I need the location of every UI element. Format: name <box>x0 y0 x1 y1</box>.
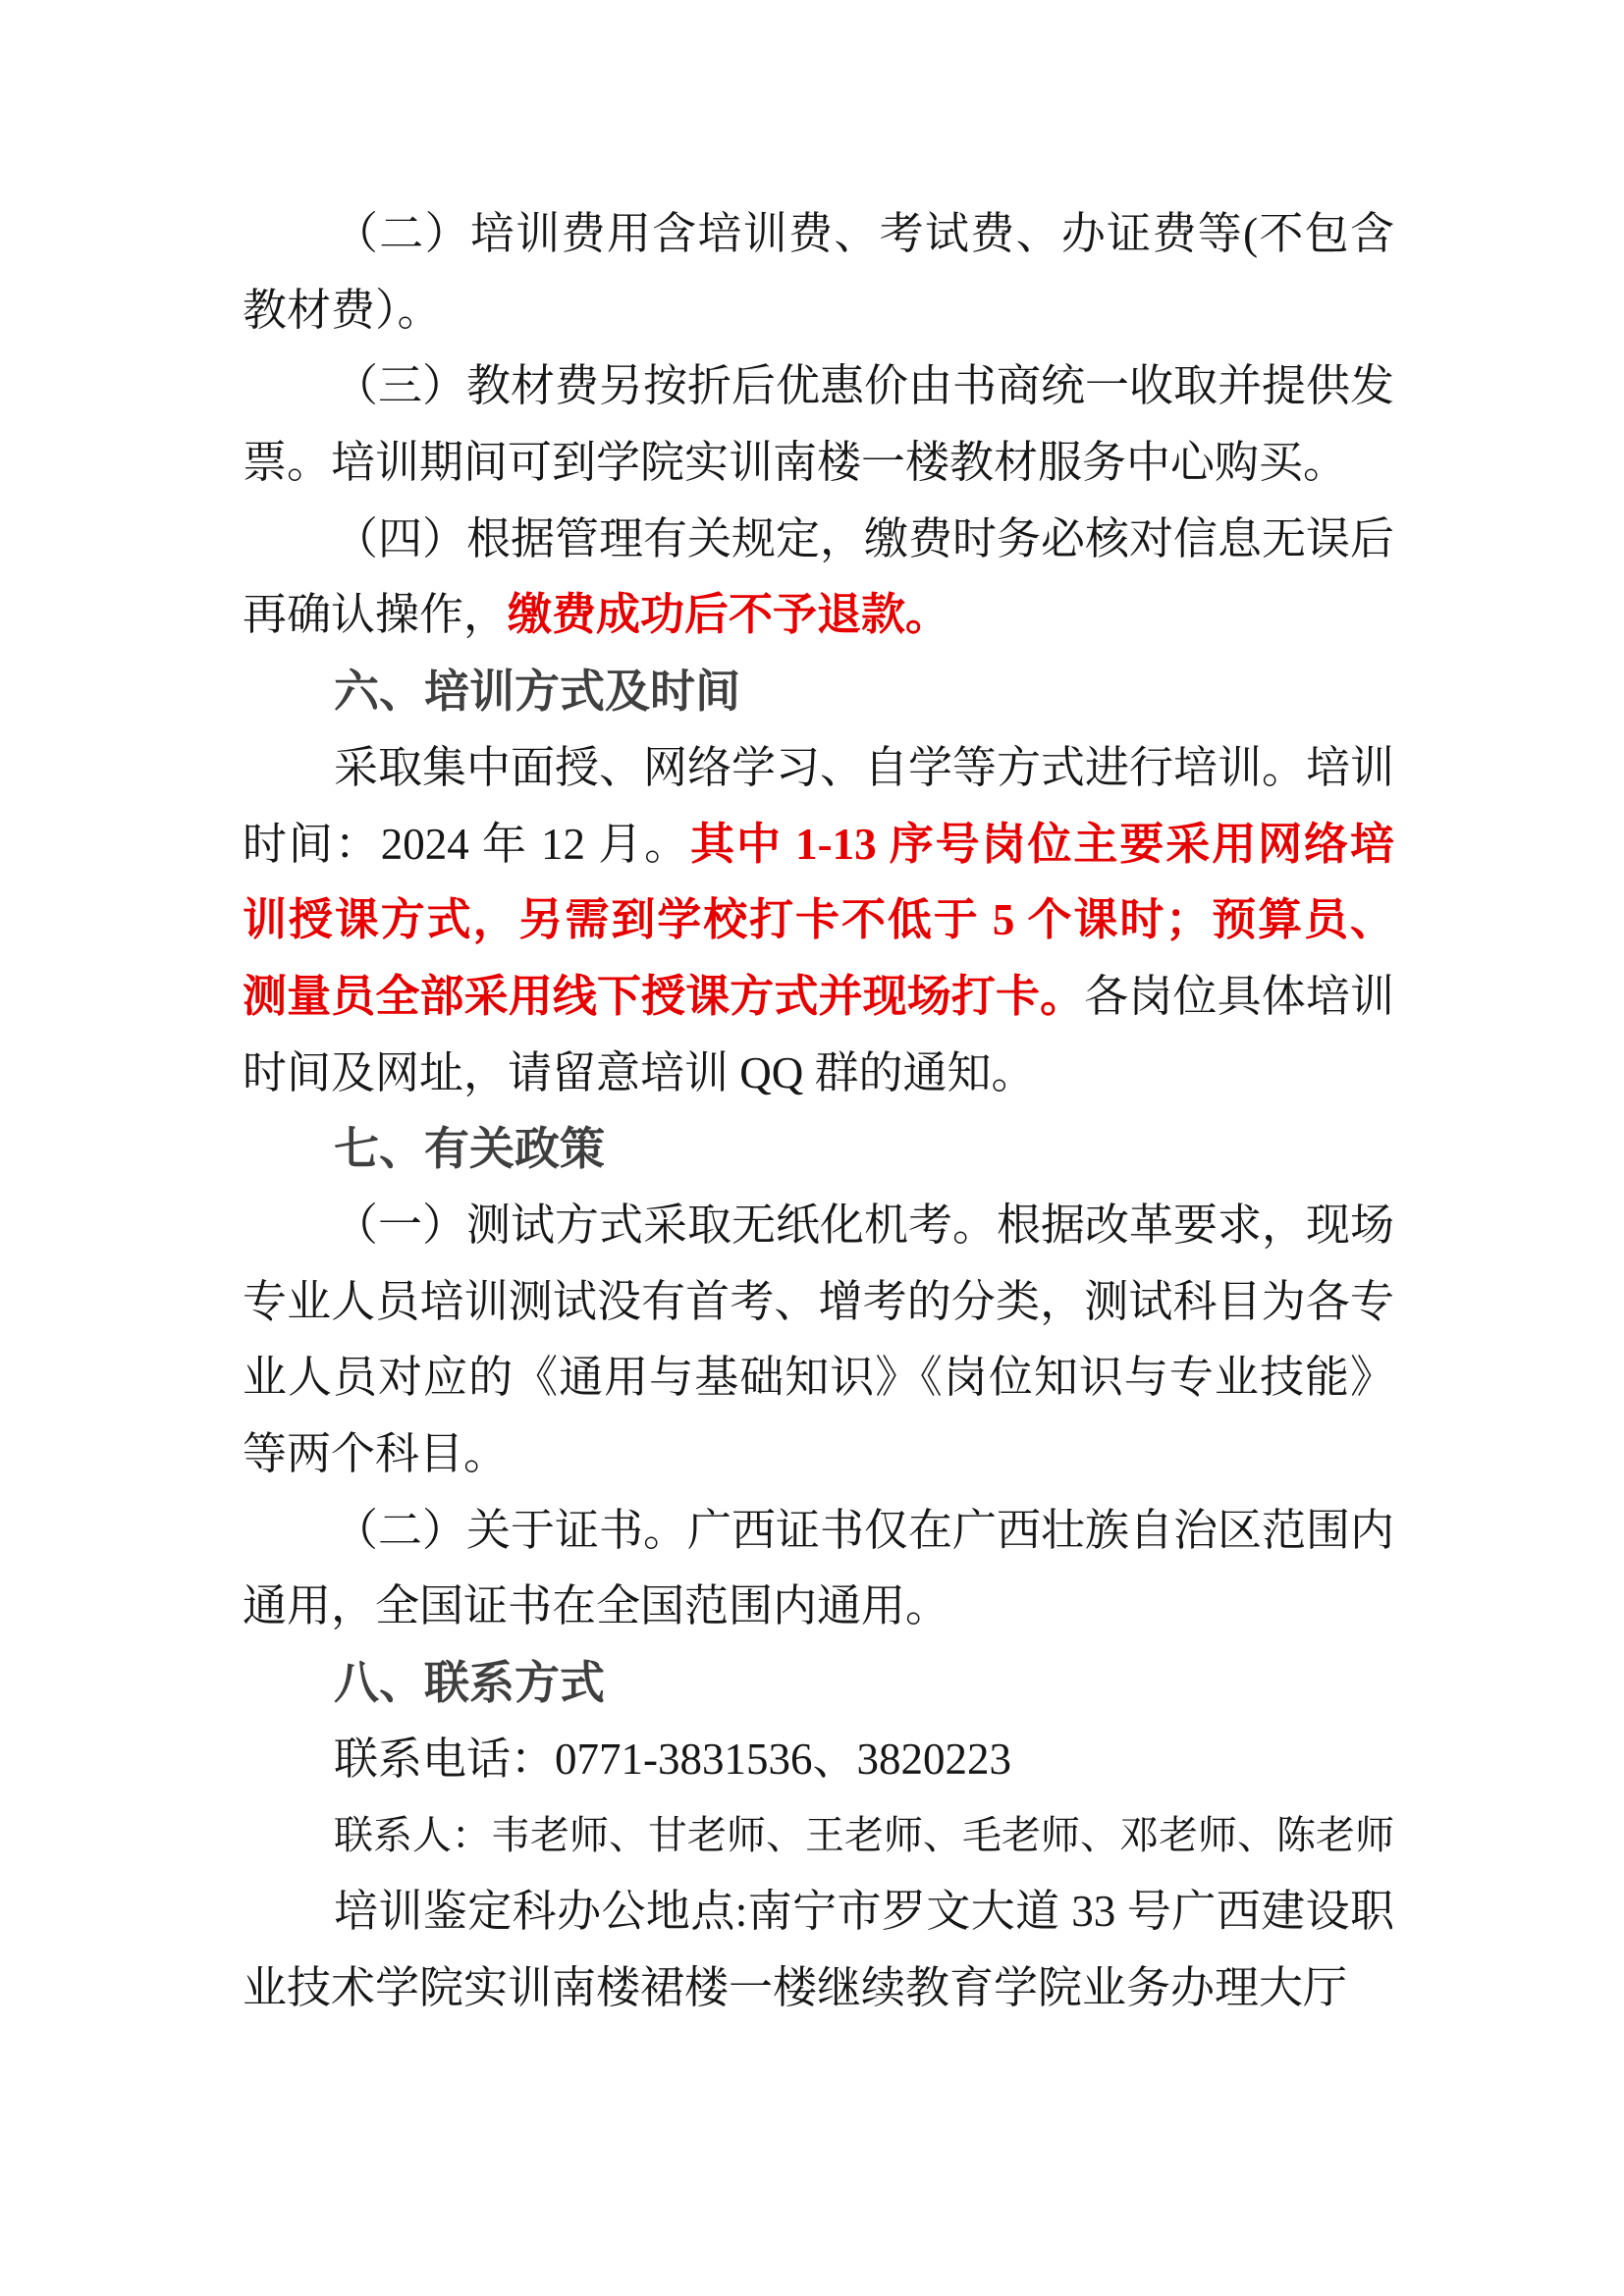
text-segment: 再确认操作， <box>243 590 509 640</box>
text-line <box>243 730 1394 807</box>
text-segment: （二）关于证书。广西证书仅在广西壮族自治区范围内 <box>334 1505 1395 1555</box>
text-line <box>243 425 1394 502</box>
text-segment: 业人员对应的《通用与基础知识》《岗位知识与专业技能》 <box>243 1353 1394 1403</box>
text-line <box>243 1950 1394 2027</box>
text-segment: 时间：2024 年 12 月。 <box>243 819 691 869</box>
text-segment: 各岗位具体培训 <box>1084 971 1394 1021</box>
text-segment: 联系电话：0771-3831536、3820223 <box>334 1734 1011 1784</box>
text-segment: 八、联系方式 <box>334 1657 605 1709</box>
text-line <box>243 1722 1394 1798</box>
text-segment: 联系人：韦老师、甘老师、王老师、毛老师、邓老师、陈老师 <box>334 1813 1394 1858</box>
emphasized-red-text: 缴费成功后不予退款。 <box>508 590 950 640</box>
emphasized-red-text: 其中 1-13 序号岗位主要采用网络培 <box>690 819 1394 869</box>
text-segment: 培训鉴定科办公地点:南宁市罗文大道 33 号广西建设职 <box>334 1887 1394 1937</box>
text-line <box>243 882 1394 959</box>
text-segment: 六、培训方式及时间 <box>334 666 740 718</box>
text-line <box>243 1340 1394 1416</box>
text-segment: 通用，全国证书在全国范围内通用。 <box>243 1581 950 1631</box>
text-segment: 等两个科目。 <box>243 1429 509 1478</box>
text-line <box>243 1264 1394 1341</box>
emphasized-red-text: 训授课方式，另需到学校打卡不低于 5 个课时；预算员、 <box>243 895 1394 945</box>
document-lines <box>243 196 1394 2027</box>
text-line <box>243 1416 1394 1493</box>
text-line <box>243 348 1394 425</box>
text-segment: 教材费）。 <box>243 285 442 335</box>
section-heading <box>243 1645 1394 1722</box>
text-line <box>243 1493 1394 1570</box>
text-line <box>243 577 1394 654</box>
text-segment: （二）培训费用含培训费、考试费、办证费等(不包含 <box>334 209 1394 258</box>
text-line <box>243 1569 1394 1645</box>
text-segment: （四）根据管理有关规定，缴费时务必核对信息无误后 <box>334 513 1395 563</box>
text-line <box>243 196 1394 273</box>
text-segment: （一）测试方式采取无纸化机考。根据改革要求，现场 <box>334 1200 1395 1250</box>
emphasized-red-text: 测量员全部采用线下授课方式并现场打卡。 <box>243 971 1085 1021</box>
text-segment: 专业人员培训测试没有首考、增考的分类，测试科目为各专 <box>243 1276 1394 1326</box>
text-line <box>243 807 1394 883</box>
text-line <box>243 273 1394 349</box>
text-segment: 采取集中面授、网络学习、自学等方式进行培训。培训 <box>334 742 1395 792</box>
text-segment: （三）教材费另按折后优惠价由书商统一收取并提供发 <box>334 361 1395 411</box>
text-line <box>243 1797 1394 1874</box>
text-line <box>243 959 1394 1036</box>
section-heading <box>243 654 1394 730</box>
text-line <box>243 502 1394 578</box>
text-line <box>243 1188 1394 1264</box>
text-line <box>243 1036 1394 1112</box>
text-segment: 七、有关政策 <box>334 1123 605 1175</box>
text-segment: 业技术学院实训南楼裙楼一楼继续教育学院业务办理大厅 <box>243 1962 1348 2012</box>
text-segment: 票。培训期间可到学院实训南楼一楼教材服务中心购买。 <box>243 438 1348 488</box>
text-segment: 时间及网址，请留意培训 QQ 群的通知。 <box>243 1047 1036 1097</box>
text-line <box>243 1874 1394 1950</box>
section-heading <box>243 1111 1394 1188</box>
